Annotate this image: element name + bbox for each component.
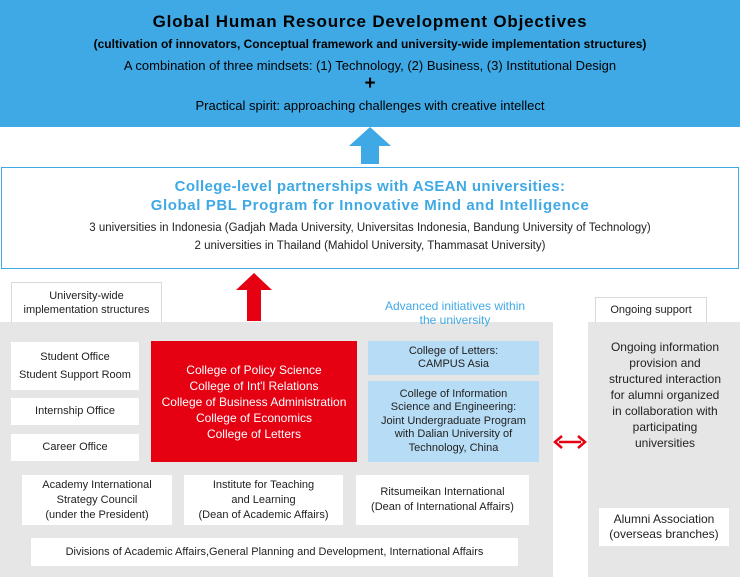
partnership-title-line2: Global PBL Program for Innovative Mind and Intelligence <box>150 197 590 214</box>
advanced-label-line: the university <box>419 313 491 327</box>
double-arrow-right-head <box>578 436 585 448</box>
advanced-initiatives-label <box>355 299 555 327</box>
ongoing-line: Ongoing information <box>610 340 720 354</box>
ongoing-line: participating <box>632 420 698 434</box>
university-wide-label-line: University-wide <box>49 289 124 302</box>
teaching-learning-box <box>184 475 343 525</box>
student-office-label: Student Office <box>40 351 110 363</box>
objectives-subtitle: (cultivation of innovators, Conceptual framework and university-wide implementation structures) <box>93 37 647 51</box>
ongoing-line: structured interaction <box>608 372 722 386</box>
campus-asia-line: College of Letters: <box>408 345 499 357</box>
college-item: College of Letters <box>206 426 302 441</box>
campus-asia-box <box>368 341 539 375</box>
itl-line: and Learning <box>231 493 296 506</box>
student-office-box <box>11 342 139 390</box>
indonesia-universities: 3 universities in Indonesia (Gadjah Mada University, Universitas Indonesia, Bandung University of Technology) <box>89 222 651 234</box>
itl-line: (Dean of Academic Affairs) <box>198 508 329 521</box>
alumni-line: Alumni Association <box>613 512 715 526</box>
divisions-box: Divisions of Academic Affairs,General Planning and Development, International Affairs <box>31 538 518 566</box>
career-office-box: Career Office <box>11 434 139 461</box>
ongoing-line: universities <box>634 436 696 450</box>
partnership-title-line1: College-level partnerships with ASEAN universities: <box>174 178 566 195</box>
dalian-line: Joint Undergraduate Program <box>381 414 526 427</box>
alumni-line: (overseas branches) <box>609 527 719 541</box>
university-wide-label <box>11 282 162 322</box>
university-wide-label-line: implementation structures <box>23 303 150 316</box>
advanced-label-line: Advanced initiatives within <box>384 299 526 313</box>
college-item: College of Int'l Relations <box>189 378 319 393</box>
ongoing-support-text <box>595 339 735 451</box>
dalian-line: Technology, China <box>408 441 499 454</box>
internship-office-box: Internship Office <box>11 398 139 425</box>
rits-line: (Dean of International Affairs) <box>371 501 514 513</box>
ongoing-support-label: Ongoing support <box>595 297 707 322</box>
itl-line: Institute for Teaching <box>212 478 315 491</box>
objectives-title: Global Human Resource Development Objectives <box>152 12 588 31</box>
strategy-council-box <box>22 475 172 525</box>
double-arrow-left-head <box>555 436 562 448</box>
blue-arrow-shape <box>349 127 391 164</box>
rits-line: Ritsumeikan International <box>380 486 505 498</box>
college-item: College of Business Administration <box>161 394 347 409</box>
college-item: College of Economics <box>195 410 313 425</box>
council-line: (under the President) <box>45 508 149 521</box>
student-support-room-label: Student Support Room <box>19 369 131 381</box>
thailand-universities: 2 universities in Thailand (Mahidol University, Thammasat University) <box>194 240 546 252</box>
council-line: Strategy Council <box>56 493 138 506</box>
council-line: Academy International <box>42 478 152 491</box>
alumni-association-box <box>599 508 729 546</box>
college-item: College of Policy Science <box>186 362 322 377</box>
practical-spirit-text: Practical spirit: approaching challenges with creative intellect <box>195 98 545 113</box>
three-mindsets-text: A combination of three mindsets: (1) Technology, (2) Business, (3) Institutional Design <box>123 58 617 73</box>
ritsumeikan-international-box <box>356 475 529 525</box>
colleges-box <box>151 341 357 462</box>
ongoing-line: provision and <box>629 356 701 370</box>
ongoing-line: for alumni organized <box>610 388 720 402</box>
dalian-line: Science and Engineering: <box>390 401 517 414</box>
plus-sign: + <box>364 73 376 94</box>
ongoing-line: in collaboration with <box>612 404 718 418</box>
dalian-line: College of Information <box>399 387 508 400</box>
red-arrow-shape <box>236 273 272 321</box>
dalian-program-box <box>368 381 539 462</box>
campus-asia-line: CAMPUS Asia <box>418 358 489 370</box>
dalian-line: with Dalian University of <box>394 428 513 441</box>
